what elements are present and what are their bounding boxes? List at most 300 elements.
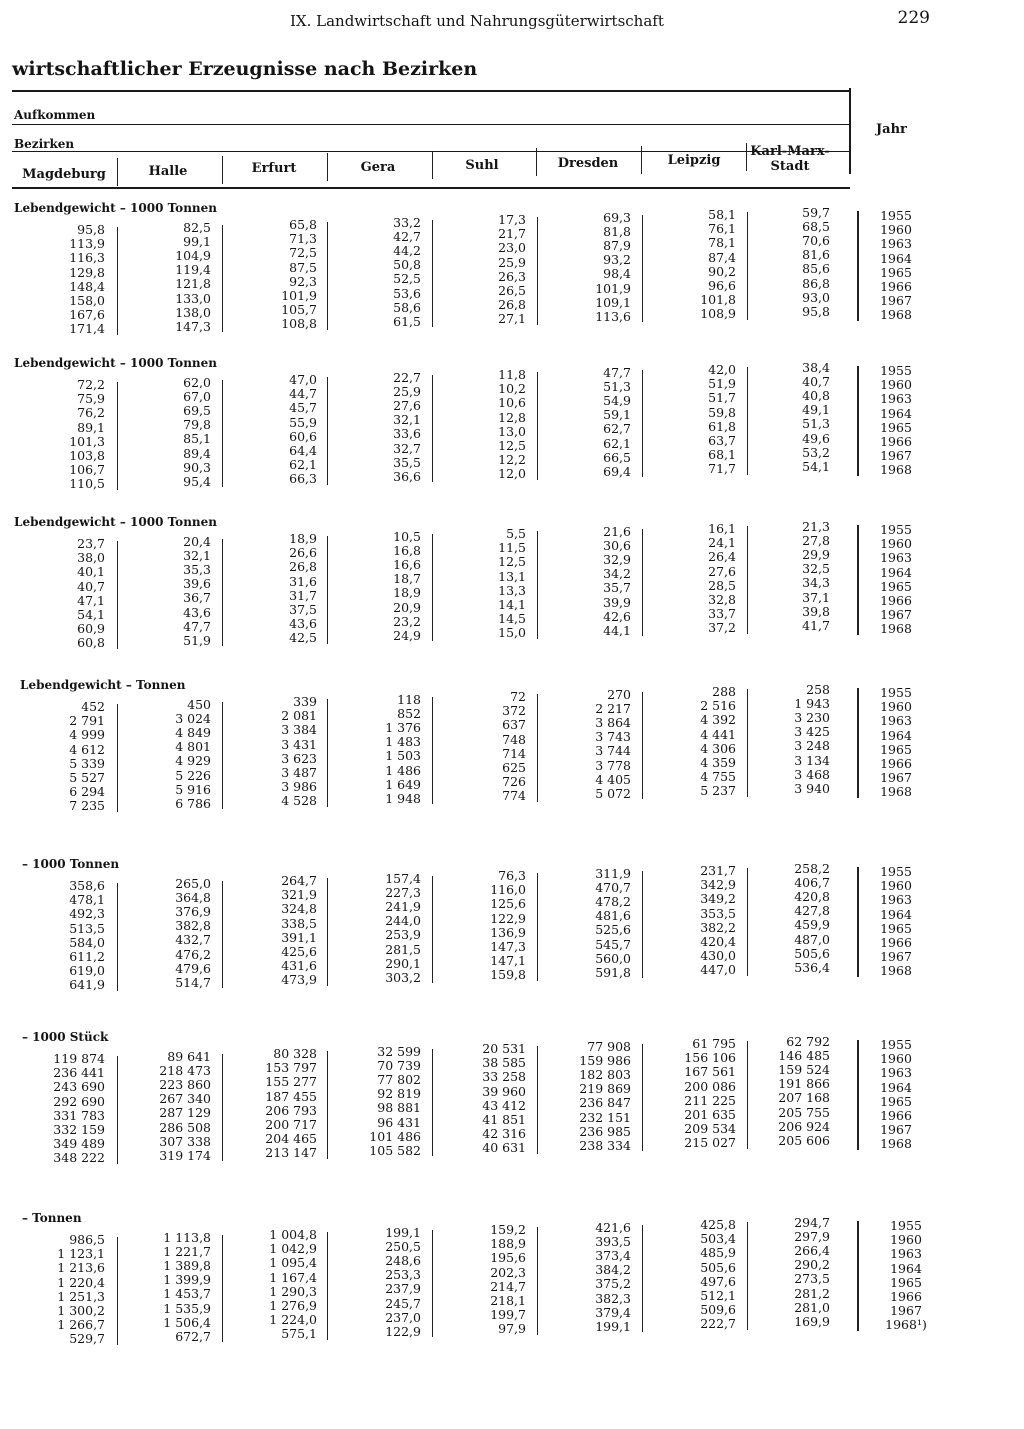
year-label: 1966	[880, 593, 912, 609]
year-label: 1955	[890, 1218, 922, 1233]
table-cell: 23,7	[77, 536, 105, 551]
table-cell: 32,9	[603, 551, 631, 567]
table-cell: 191 866	[778, 1076, 830, 1092]
column-values-6	[656, 864, 736, 978]
table-cell: 61,5	[393, 313, 421, 329]
column-values-6	[656, 685, 736, 799]
table-cell: 406,7	[794, 874, 830, 890]
column-divider	[747, 212, 748, 320]
table-cell: 342,9	[700, 877, 736, 893]
jahr-divider	[849, 88, 851, 174]
year-label: 1963	[880, 550, 912, 566]
year-label: 1967	[880, 293, 912, 309]
column-divider	[747, 689, 748, 797]
column-divider	[222, 1054, 223, 1162]
table-cell: 27,8	[802, 532, 830, 548]
column-divider	[327, 878, 328, 986]
column-values-7	[750, 862, 830, 976]
table-cell: 16,8	[393, 542, 421, 558]
title-rule	[12, 90, 850, 92]
table-cell: 382,2	[700, 919, 736, 935]
table-cell: 270	[607, 686, 631, 702]
table-cell: 3 623	[281, 750, 317, 766]
column-divider	[327, 222, 328, 330]
table-cell: 290,1	[385, 955, 421, 971]
table-cell: 69,3	[603, 209, 631, 225]
table-cell: 319 174	[159, 1147, 211, 1163]
table-cell: 349,2	[700, 891, 736, 907]
section-label: Lebendgewicht – Tonnen	[20, 678, 186, 692]
table-cell: 40 631	[482, 1140, 526, 1156]
year-label: 1968	[880, 307, 912, 323]
table-cell: 266,4	[794, 1242, 830, 1258]
table-cell: 45,7	[289, 400, 317, 416]
table-cell: 4 441	[700, 726, 736, 742]
table-cell: 62,1	[289, 457, 317, 473]
table-cell: 237,9	[385, 1281, 421, 1297]
year-label: 1955	[880, 685, 912, 700]
table-cell: 2 081	[281, 708, 317, 724]
table-cell: 21,6	[603, 523, 631, 539]
table-cell: 51,3	[603, 378, 631, 394]
table-cell: 33,6	[393, 426, 421, 442]
table-cell: 223 860	[159, 1076, 211, 1092]
table-cell: 204 465	[265, 1131, 317, 1147]
table-cell: 536,4	[794, 959, 830, 975]
table-cell: 324,8	[281, 901, 317, 917]
table-cell: 619,0	[69, 963, 105, 979]
table-cell: 68,5	[802, 218, 830, 234]
column-divider	[642, 871, 643, 979]
table-cell: 481,6	[595, 908, 631, 924]
table-cell: 258	[806, 681, 830, 697]
table-cell: 4 392	[700, 712, 736, 728]
year-label: 1960	[880, 1051, 912, 1067]
table-cell: 42,5	[289, 630, 317, 646]
table-cell: 264,7	[281, 873, 317, 888]
table-cell: 58,1	[708, 207, 736, 222]
year-divider	[857, 1221, 859, 1331]
table-cell: 459,9	[794, 917, 830, 933]
table-cell: 473,9	[281, 972, 317, 988]
table-cell: 5,5	[506, 526, 526, 541]
column-values-2	[237, 874, 317, 988]
table-cell: 47,7	[603, 364, 631, 380]
column-values-1	[131, 1231, 211, 1345]
column-divider	[537, 531, 538, 639]
table-cell: 512,1	[700, 1288, 736, 1304]
year-label: 1955	[880, 1037, 912, 1052]
table-cell: 188,9	[490, 1236, 526, 1252]
year-column	[856, 364, 936, 478]
table-cell: 382,8	[175, 918, 211, 934]
table-cell: 116,0	[490, 882, 526, 898]
table-cell: 726	[502, 774, 526, 790]
table-cell: 986,5	[69, 1232, 105, 1247]
table-cell: 420,4	[700, 934, 736, 950]
year-column	[856, 1038, 936, 1152]
table-cell: 625	[502, 760, 526, 776]
table-cell: 148,4	[69, 278, 105, 294]
table-cell: 32,8	[708, 592, 736, 608]
table-cell: 53,2	[802, 444, 830, 460]
year-label: 1955	[880, 363, 912, 378]
table-cell: 54,1	[802, 458, 830, 474]
table-cell: 20 531	[482, 1041, 526, 1056]
column-values-5	[551, 867, 631, 981]
table-cell: 267 340	[159, 1091, 211, 1107]
column-divider	[747, 1222, 748, 1330]
column-values-6	[656, 208, 736, 322]
column-divider	[117, 382, 118, 490]
table-cell: 55,9	[289, 414, 317, 430]
column-values-3	[341, 530, 421, 644]
column-values-4	[446, 869, 526, 983]
column-values-0	[25, 879, 105, 993]
table-cell: 36,6	[393, 468, 421, 484]
table-cell: 20,9	[393, 599, 421, 615]
table-cell: 311,9	[595, 865, 631, 881]
column-values-7	[750, 683, 830, 797]
table-cell: 2 516	[700, 698, 736, 714]
table-cell: 432,7	[175, 932, 211, 948]
table-cell: 62,1	[603, 435, 631, 451]
table-cell: 11,8	[498, 367, 526, 382]
column-values-5	[551, 1040, 631, 1154]
year-label: 1968	[880, 963, 912, 979]
table-cell: 26,8	[498, 297, 526, 313]
table-cell: 101,9	[595, 280, 631, 296]
page-title: wirtschaftlicher Erzeugnisse nach Bezirken	[12, 58, 478, 80]
table-cell: 39,6	[183, 576, 211, 592]
table-cell: 852	[397, 705, 421, 721]
table-cell: 21,3	[802, 518, 830, 534]
page-number: 229	[897, 8, 930, 28]
year-label: 1960	[880, 222, 912, 238]
table-cell: 80 328	[273, 1046, 317, 1061]
column-values-2	[237, 532, 317, 646]
table-cell: 81,6	[802, 247, 830, 263]
table-cell: 332 159	[53, 1122, 105, 1138]
column-values-5	[551, 525, 631, 639]
year-column	[856, 1219, 956, 1333]
table-cell: 3 940	[794, 780, 830, 796]
table-cell: 138,0	[175, 304, 211, 320]
table-cell: 12,5	[498, 438, 526, 454]
table-cell: 513,5	[69, 920, 105, 936]
column-values-1	[131, 376, 211, 490]
table-cell: 95,8	[77, 222, 105, 237]
table-cell: 26,3	[498, 268, 526, 284]
column-values-2	[237, 373, 317, 487]
table-cell: 113,9	[69, 236, 105, 252]
table-cell: 245,7	[385, 1295, 421, 1311]
table-cell: 98 881	[377, 1100, 421, 1116]
table-cell: 20,4	[183, 533, 211, 549]
table-cell: 243 690	[53, 1079, 105, 1095]
table-cell: 420,8	[794, 888, 830, 904]
column-values-4	[446, 690, 526, 804]
table-cell: 425,6	[281, 944, 317, 960]
table-cell: 32,1	[183, 547, 211, 563]
table-cell: 51,3	[802, 416, 830, 432]
column-divider	[432, 375, 433, 483]
table-cell: 218,1	[490, 1293, 526, 1309]
column-values-7	[750, 1216, 830, 1330]
table-cell: 292 690	[53, 1093, 105, 1109]
table-cell: 70 739	[377, 1057, 421, 1073]
table-cell: 13,1	[498, 568, 526, 584]
table-cell: 353,5	[700, 905, 736, 921]
table-cell: 146 485	[778, 1047, 830, 1063]
table-cell: 44,1	[603, 622, 631, 638]
table-cell: 529,7	[69, 1331, 105, 1347]
table-cell: 42 316	[482, 1126, 526, 1142]
table-cell: 39,8	[802, 603, 830, 619]
column-header: Leipzig	[667, 153, 721, 168]
table-cell: 349 489	[53, 1136, 105, 1152]
table-cell: 147,1	[490, 953, 526, 969]
table-cell: 34,3	[802, 575, 830, 591]
table-cell: 281,0	[794, 1299, 830, 1315]
table-cell: 478,1	[69, 892, 105, 908]
column-divider	[537, 873, 538, 981]
table-cell: 12,8	[498, 409, 526, 425]
year-divider	[857, 867, 859, 977]
column-values-2	[237, 695, 317, 809]
table-cell: 51,9	[708, 376, 736, 392]
table-cell: 545,7	[595, 936, 631, 952]
table-cell: 200 717	[265, 1117, 317, 1133]
table-cell: 503,4	[700, 1231, 736, 1247]
table-cell: 39 960	[482, 1083, 526, 1099]
table-cell: 476,2	[175, 946, 211, 962]
table-cell: 68,1	[708, 447, 736, 463]
table-cell: 514,7	[175, 974, 211, 990]
table-cell: 321,9	[281, 887, 317, 903]
table-cell: 3 024	[175, 710, 211, 726]
table-cell: 24,1	[708, 535, 736, 551]
table-cell: 447,0	[700, 962, 736, 978]
table-cell: 18,7	[393, 571, 421, 587]
column-divider	[642, 529, 643, 637]
table-cell: 421,6	[595, 1219, 631, 1235]
table-cell: 41,7	[802, 617, 830, 633]
table-cell: 81,8	[603, 223, 631, 239]
table-cell: 232 151	[579, 1109, 631, 1125]
table-cell: 4 849	[175, 724, 211, 740]
column-values-5	[551, 366, 631, 480]
table-cell: 236 985	[579, 1123, 631, 1139]
table-cell: 90,2	[708, 263, 736, 279]
table-cell: 79,8	[183, 417, 211, 433]
table-cell: 218 473	[159, 1062, 211, 1078]
table-cell: 147,3	[175, 318, 211, 334]
table-cell: 207 168	[778, 1090, 830, 1106]
table-cell: 26,4	[708, 549, 736, 565]
column-divider	[432, 534, 433, 642]
table-cell: 382,3	[595, 1290, 631, 1306]
year-label: 1966	[890, 1289, 922, 1305]
table-cell: 182 803	[579, 1066, 631, 1082]
table-cell: 69,4	[603, 463, 631, 479]
table-cell: 3 134	[794, 752, 830, 768]
table-cell: 672,7	[175, 1328, 211, 1344]
table-cell: 87,9	[603, 237, 631, 253]
table-cell: 89,4	[183, 445, 211, 461]
year-label: 1965	[880, 920, 912, 936]
column-divider	[537, 372, 538, 480]
table-cell: 372	[502, 703, 526, 719]
table-cell: 611,2	[69, 949, 105, 965]
table-cell: 109,1	[595, 294, 631, 310]
table-cell: 14,5	[498, 611, 526, 627]
table-cell: 265,0	[175, 875, 211, 891]
table-cell: 101,8	[700, 292, 736, 308]
table-cell: 78,1	[708, 235, 736, 251]
year-label: 1960	[890, 1232, 922, 1248]
table-cell: 85,1	[183, 431, 211, 447]
table-cell: 38 585	[482, 1055, 526, 1071]
column-divider	[117, 227, 118, 335]
table-cell: 5 237	[700, 783, 736, 799]
table-cell: 51,9	[183, 632, 211, 648]
table-cell: 560,0	[595, 950, 631, 966]
year-column	[856, 209, 936, 323]
table-cell: 214,7	[490, 1278, 526, 1294]
aufkommen-label: Aufkommen	[14, 108, 96, 122]
table-cell: 158,0	[69, 293, 105, 309]
year-label: 1960	[880, 536, 912, 552]
table-cell: 92 819	[377, 1086, 421, 1102]
table-cell: 237,0	[385, 1309, 421, 1325]
table-cell: 206 793	[265, 1102, 317, 1118]
header-column-divider	[432, 151, 433, 179]
table-cell: 1 224,0	[269, 1312, 317, 1328]
table-cell: 338,5	[281, 915, 317, 931]
table-cell: 294,7	[794, 1214, 830, 1230]
column-divider	[432, 1049, 433, 1157]
table-cell: 30,6	[603, 537, 631, 553]
year-label: 1967	[890, 1303, 922, 1319]
table-cell: 6 294	[69, 784, 105, 800]
table-cell: 287 129	[159, 1105, 211, 1121]
year-column	[856, 523, 936, 637]
table-cell: 153 797	[265, 1060, 317, 1076]
table-cell: 157,4	[385, 870, 421, 886]
column-values-5	[551, 688, 631, 802]
column-values-6	[656, 522, 736, 636]
table-cell: 4 528	[281, 793, 317, 809]
table-cell: 47,7	[183, 618, 211, 634]
table-cell: 59,1	[603, 407, 631, 423]
table-cell: 1 483	[385, 734, 421, 750]
table-cell: 575,1	[281, 1326, 317, 1342]
header-column-divider	[222, 156, 223, 184]
column-values-5	[551, 1221, 631, 1335]
year-label: 1967	[880, 770, 912, 786]
table-cell: 29,9	[802, 546, 830, 562]
table-cell: 1 251,3	[57, 1288, 105, 1304]
column-divider	[117, 541, 118, 649]
table-cell: 54,9	[603, 392, 631, 408]
table-cell: 250,5	[385, 1238, 421, 1254]
year-label: 1965	[880, 578, 912, 594]
table-cell: 159,2	[490, 1222, 526, 1237]
table-cell: 391,1	[281, 929, 317, 945]
table-cell: 1 042,9	[269, 1241, 317, 1257]
table-cell: 1 290,3	[269, 1283, 317, 1299]
year-label: 1963	[880, 236, 912, 252]
table-cell: 59,8	[708, 404, 736, 420]
column-divider	[327, 536, 328, 644]
table-cell: 205 606	[778, 1132, 830, 1148]
table-cell: 281,2	[794, 1285, 830, 1301]
column-divider	[432, 876, 433, 984]
table-cell: 89 641	[167, 1048, 211, 1064]
year-label: 1968¹)	[885, 1317, 927, 1333]
year-divider	[857, 688, 859, 798]
section-label: Lebendgewicht – 1000 Tonnen	[14, 356, 217, 370]
table-cell: 97,9	[498, 1321, 526, 1337]
table-cell: 122,9	[490, 910, 526, 926]
table-cell: 159 524	[778, 1061, 830, 1077]
table-cell: 77 802	[377, 1071, 421, 1087]
table-cell: 202,3	[490, 1264, 526, 1280]
table-cell: 63,7	[708, 433, 736, 449]
table-cell: 470,7	[595, 879, 631, 895]
table-cell: 60,8	[77, 635, 105, 651]
year-label: 1963	[880, 391, 912, 407]
section-label: – 1000 Tonnen	[22, 857, 120, 871]
column-header: Halle	[148, 164, 188, 179]
table-cell: 62 792	[786, 1033, 830, 1049]
table-cell: 62,0	[183, 374, 211, 390]
column-values-1	[131, 1050, 211, 1164]
table-cell: 110,5	[69, 476, 105, 492]
table-cell: 108,9	[700, 306, 736, 322]
year-label: 1966	[880, 935, 912, 951]
column-values-5	[551, 211, 631, 325]
table-cell: 1 300,2	[57, 1303, 105, 1319]
table-cell: 307 338	[159, 1133, 211, 1149]
table-cell: 40,7	[802, 373, 830, 389]
table-cell: 89,1	[77, 419, 105, 435]
table-cell: 42,7	[393, 228, 421, 244]
year-label: 1964	[880, 727, 912, 743]
table-cell: 32,7	[393, 440, 421, 456]
table-cell: 4 359	[700, 755, 736, 771]
column-divider	[222, 1235, 223, 1343]
table-cell: 118	[397, 691, 421, 707]
table-cell: 215 027	[684, 1135, 736, 1151]
table-cell: 167 561	[684, 1064, 736, 1080]
table-cell: 3 778	[595, 757, 631, 773]
table-cell: 53,6	[393, 285, 421, 301]
table-cell: 10,5	[393, 528, 421, 544]
column-header: Magdeburg	[22, 167, 106, 182]
table-cell: 290,2	[794, 1257, 830, 1273]
table-cell: 119 874	[53, 1051, 105, 1066]
table-cell: 248,6	[385, 1252, 421, 1268]
table-cell: 50,8	[393, 257, 421, 273]
table-cell: 70,6	[802, 232, 830, 248]
table-cell: 1 266,7	[57, 1317, 105, 1333]
column-divider	[537, 217, 538, 325]
table-cell: 66,3	[289, 471, 317, 487]
table-cell: 297,9	[794, 1228, 830, 1244]
table-cell: 3 425	[794, 724, 830, 740]
